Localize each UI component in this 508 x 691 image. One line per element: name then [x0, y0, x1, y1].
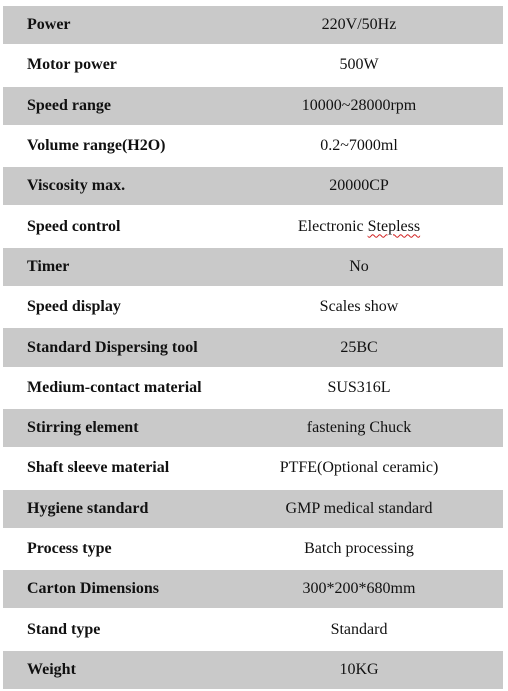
spec-label: Hygiene standard: [3, 489, 239, 529]
spec-row-stirring-element: [3, 408, 503, 448]
spec-label: Speed display: [3, 287, 239, 327]
spec-label: Weight: [3, 650, 239, 690]
spec-label: Speed range: [3, 86, 239, 126]
spec-row-medium-contact-material: [3, 368, 503, 408]
spec-row-timer: [3, 247, 503, 287]
spec-table: [3, 6, 503, 691]
spec-value: GMP medical standard: [239, 489, 503, 529]
spec-row-shaft-sleeve-material: [3, 448, 503, 488]
spec-label: Volume range(H2O): [3, 126, 239, 166]
spec-row-motor-power: [3, 45, 503, 85]
spec-value: Standard: [239, 609, 503, 649]
spec-label: Viscosity max.: [3, 166, 239, 206]
spec-value: PTFE(Optional ceramic): [239, 448, 503, 488]
spec-label: Carton Dimensions: [3, 569, 239, 609]
spec-label: Medium-contact material: [3, 368, 239, 408]
spec-value: 0.2~7000ml: [239, 126, 503, 166]
spec-table-body: [3, 6, 503, 690]
spec-row-dispersing-tool: [3, 327, 503, 367]
spec-value: No: [239, 247, 503, 287]
spec-row-speed-display: [3, 287, 503, 327]
spec-value: [239, 206, 503, 246]
spec-row-speed-range: [3, 86, 503, 126]
spec-value: Batch processing: [239, 529, 503, 569]
spec-row-stand-type: [3, 609, 503, 649]
spec-row-carton-dimensions: [3, 569, 503, 609]
spec-value: Scales show: [239, 287, 503, 327]
spec-row-weight: [3, 650, 503, 690]
spec-row-viscosity-max: [3, 166, 503, 206]
spec-row-hygiene-standard: [3, 489, 503, 529]
spec-value: 25BC: [239, 327, 503, 367]
spec-value: 20000CP: [239, 166, 503, 206]
spec-label: Process type: [3, 529, 239, 569]
spec-label: Timer: [3, 247, 239, 287]
spellcheck-flagged-word: Stepless: [367, 217, 421, 235]
spec-value: fastening Chuck: [239, 408, 503, 448]
spec-row-power: [3, 6, 503, 45]
spec-value: 220V/50Hz: [239, 6, 503, 45]
spec-label: Stand type: [3, 609, 239, 649]
spec-value: 300*200*680mm: [239, 569, 503, 609]
spec-value: 500W: [239, 45, 503, 85]
spec-row-volume-range: [3, 126, 503, 166]
spec-value: 10000~28000rpm: [239, 86, 503, 126]
spec-label: Stirring element: [3, 408, 239, 448]
spec-value: SUS316L: [239, 368, 503, 408]
spec-row-process-type: [3, 529, 503, 569]
spec-value: 10KG: [239, 650, 503, 690]
spec-label: Power: [3, 6, 239, 45]
spec-row-speed-control: [3, 206, 503, 246]
spec-label: Standard Dispersing tool: [3, 327, 239, 367]
spec-label: Speed control: [3, 206, 239, 246]
spec-label: Shaft sleeve material: [3, 448, 239, 488]
spec-value-text: Electronic: [297, 217, 368, 235]
spec-label: Motor power: [3, 45, 239, 85]
